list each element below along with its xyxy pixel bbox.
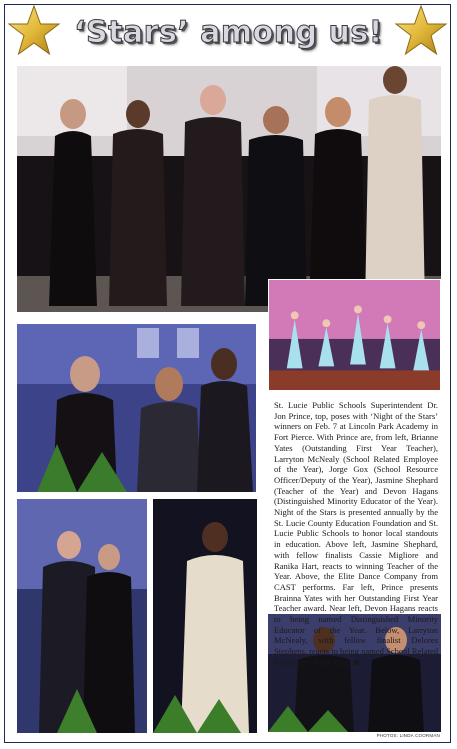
star-icon xyxy=(393,4,449,60)
photo-credit: PHOTOS: LINDA COORMAN xyxy=(376,733,440,738)
header xyxy=(0,0,457,62)
headline: ‘Stars’ among us! xyxy=(74,14,383,50)
star-icon xyxy=(6,4,62,60)
end-mark-icon xyxy=(354,660,359,665)
finalists-photo xyxy=(17,324,256,492)
dancers-photo xyxy=(268,279,441,391)
hagans-photo xyxy=(153,499,257,733)
group-photo xyxy=(17,66,441,312)
photo-caption: St. Lucie Public Schools Superintendent Dr. Jon Prince, top, poses with ‘Night of the Stars’ winners on Feb. 7 at Lincoln Park Academy in Fort Pierce. With Prince are, from left, Brianne Yates (Outstanding First Year Teacher), Larryton McNealy (School Related Employee of the Year), Jorge Gox (School Resource Officer/Deputy of the Year), Jasmine Shephard (Teacher of the Year) and Devon Hagans (Distinguished Minority Educator of the Year). Night of the Stars is presented annually by the St. Lucie County Education Foundation and St. Lucie Public Schools to honor local standouts in education. Above left, Jasmine Shephard, with fellow finalists Cassie Migliore and Ranika Hart, reacts to winning Teacher of the Year. Above, the Elite Dance Company from CAST performs. Far left, Prince presents Brainna Yates with her Outstanding First Year Teacher award. Near left, Devon Hagans reacts to being named Distinguished Minority Educator of the Year. Below, Larryton McNealy, with fellow finalist Delores Stephens, reacts to being named School Related Employee of the Year. xyxy=(274,400,439,667)
prince-yates-photo xyxy=(17,499,147,733)
